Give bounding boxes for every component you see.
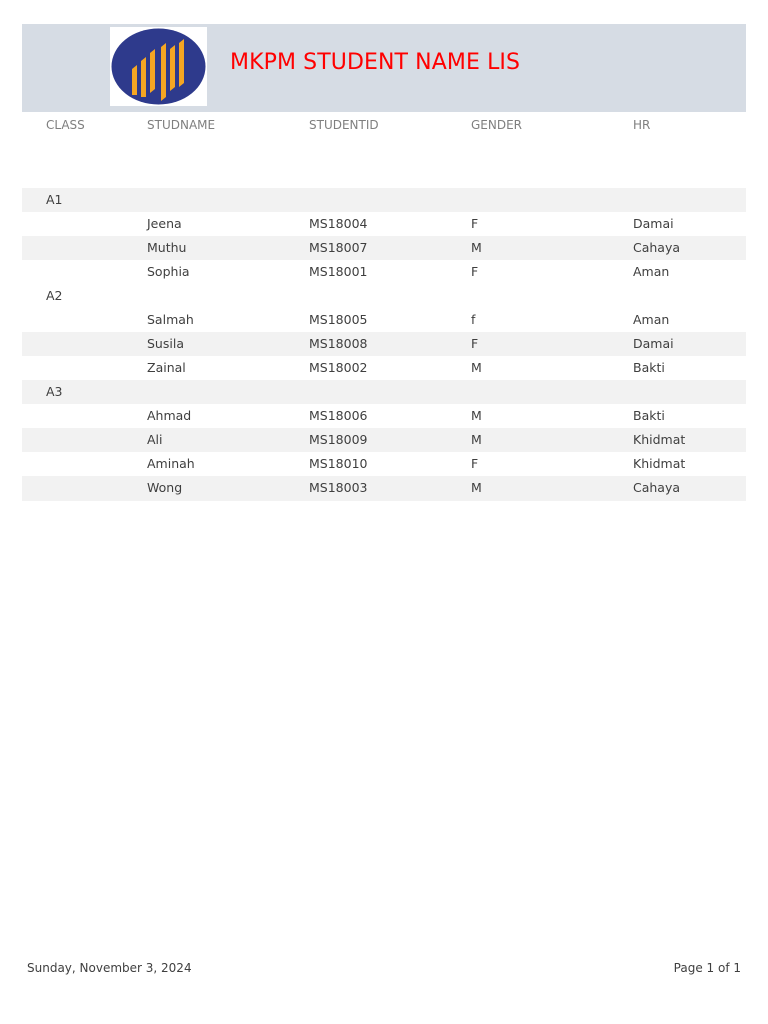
student-gender: F — [471, 264, 479, 279]
student-id: MS18002 — [309, 360, 368, 375]
student-name: Ahmad — [147, 408, 192, 423]
class-label: A1 — [46, 192, 63, 207]
student-name: Salmah — [147, 312, 194, 327]
student-id: MS18009 — [309, 432, 368, 447]
class-group-row — [22, 284, 746, 308]
class-group-row — [22, 188, 746, 212]
student-id: MS18007 — [309, 240, 368, 255]
report-header — [22, 24, 746, 112]
column-header-studname: STUDNAME — [147, 118, 216, 132]
student-id: MS18008 — [309, 336, 368, 351]
table-row — [22, 260, 746, 284]
footer-page-number: Page 1 of 1 — [673, 961, 741, 975]
student-gender: F — [471, 456, 479, 471]
class-group-row — [22, 380, 746, 404]
class-label: A3 — [46, 384, 63, 399]
student-hr: Cahaya — [633, 240, 681, 255]
column-header-gender: GENDER — [471, 118, 523, 132]
student-gender: M — [471, 432, 482, 447]
student-name: Muthu — [147, 240, 187, 255]
student-id: MS18001 — [309, 264, 368, 279]
column-header-class: CLASS — [46, 118, 85, 132]
table-row — [22, 236, 746, 260]
student-hr: Bakti — [633, 408, 665, 423]
student-gender: f — [471, 312, 476, 327]
student-hr: Aman — [633, 312, 670, 327]
student-hr: Cahaya — [633, 480, 681, 495]
student-name: Aminah — [147, 456, 195, 471]
table-row — [22, 356, 746, 380]
student-name: Sophia — [147, 264, 190, 279]
student-gender: F — [471, 216, 479, 231]
student-hr: Damai — [633, 216, 674, 231]
student-id: MS18004 — [309, 216, 368, 231]
student-name: Susila — [147, 336, 184, 351]
column-header-studentid: STUDENTID — [309, 118, 379, 132]
report-title: MKPM STUDENT NAME LIS — [230, 50, 521, 75]
student-gender: M — [471, 360, 482, 375]
student-table — [22, 188, 746, 501]
table-row — [22, 308, 746, 332]
student-hr: Khidmat — [633, 456, 686, 471]
student-gender: M — [471, 240, 482, 255]
student-id: MS18010 — [309, 456, 368, 471]
table-row — [22, 452, 746, 476]
student-name: Jeena — [147, 216, 182, 231]
table-row — [22, 428, 746, 452]
student-name: Zainal — [147, 360, 186, 375]
table-row — [22, 212, 746, 236]
student-gender: M — [471, 408, 482, 423]
student-gender: F — [471, 336, 479, 351]
school-logo-icon — [110, 27, 207, 106]
footer-date: Sunday, November 3, 2024 — [27, 961, 192, 975]
table-row — [22, 404, 746, 428]
student-hr: Aman — [633, 264, 670, 279]
student-hr: Bakti — [633, 360, 665, 375]
student-hr: Khidmat — [633, 432, 686, 447]
student-name: Ali — [147, 432, 163, 447]
student-id: MS18006 — [309, 408, 368, 423]
column-header-hr: HR — [633, 118, 651, 132]
student-hr: Damai — [633, 336, 674, 351]
student-gender: M — [471, 480, 482, 495]
student-id: MS18003 — [309, 480, 368, 495]
class-label: A2 — [46, 288, 63, 303]
student-name: Wong — [147, 480, 183, 495]
table-row — [22, 332, 746, 356]
table-row — [22, 476, 746, 501]
student-id: MS18005 — [309, 312, 368, 327]
